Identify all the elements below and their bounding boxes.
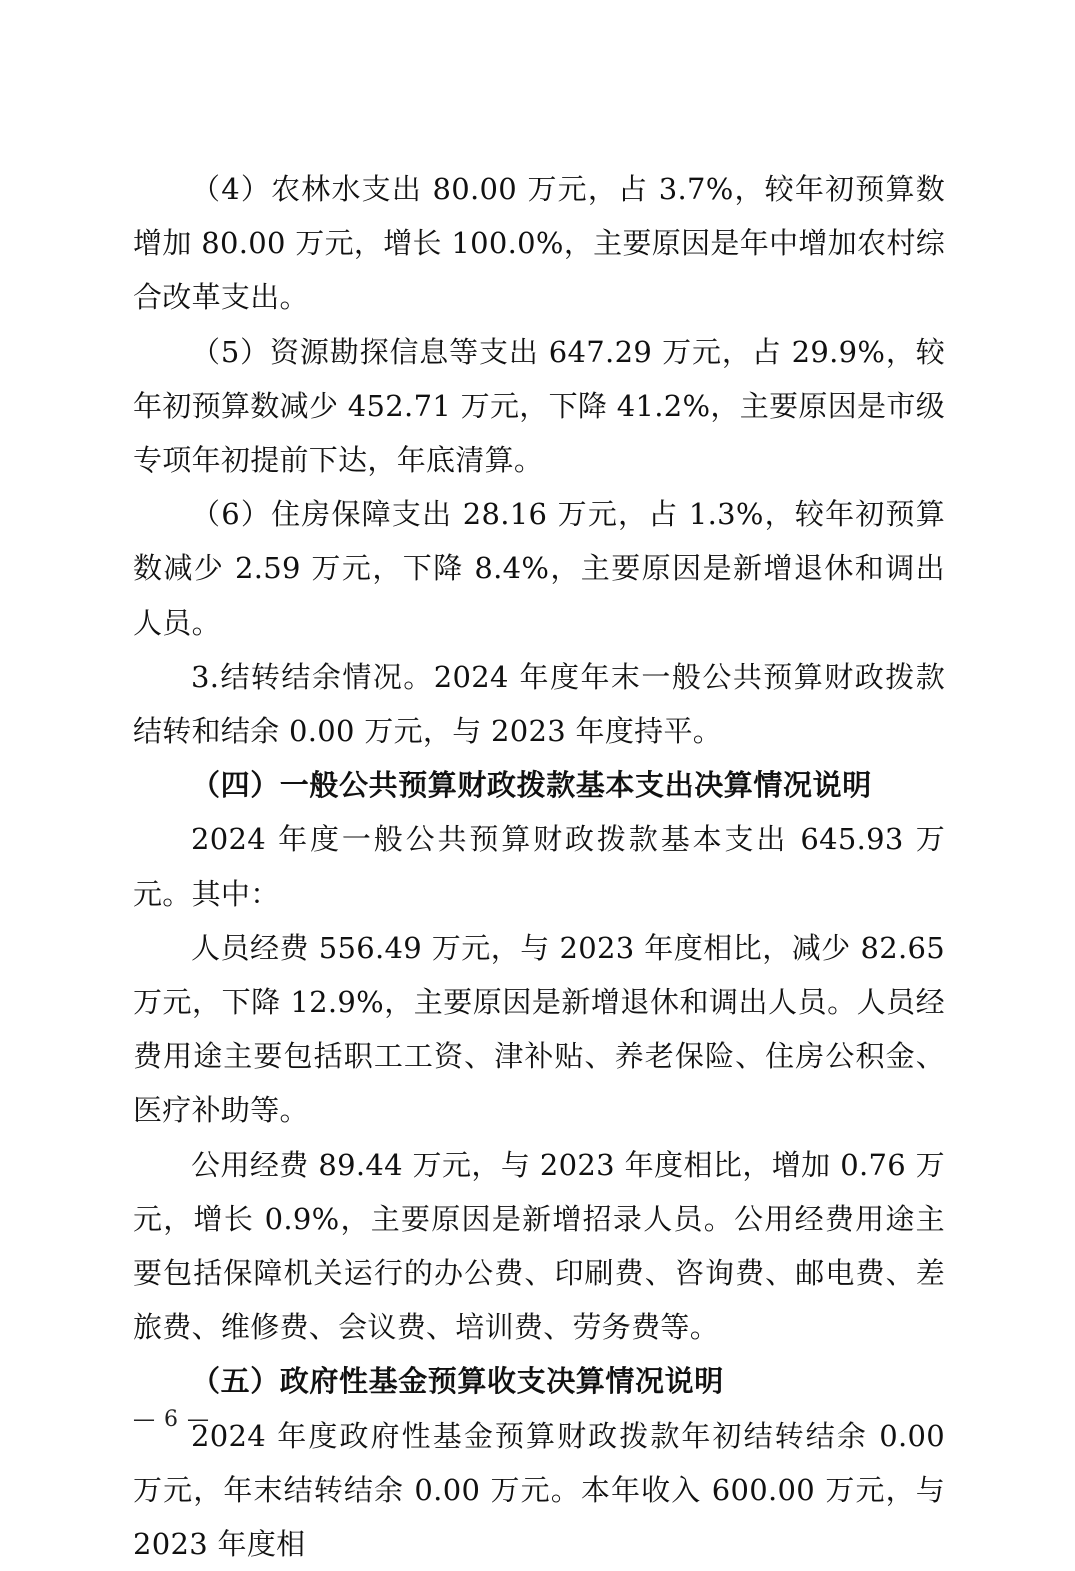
- section-heading-government-fund: （五）政府性基金预算收支决算情况说明: [191, 1364, 724, 1399]
- paragraph-housing-security: （6）住房保障支出 28.16 万元，占 1.3%，较年初预算数减少 2.59 万元，下降 8.4%，主要原因是新增退休和调出人员。: [133, 497, 945, 640]
- paragraph-personnel-expenses: 人员经费 556.49 万元，与 2023 年度相比，减少 82.65 万元，下降 12.9%，主要原因是新增退休和调出人员。人员经费用途主要包括职工工资、津补贴、养老保险、住房公积金、医疗补助等。: [133, 930, 945, 1128]
- document-body: [133, 162, 945, 1571]
- paragraph-basic-expenditure-total: 2024 年度一般公共预算财政拨款基本支出 645.93 万元。其中：: [133, 822, 945, 911]
- paragraph-government-fund-budget: 2024 年度政府性基金预算财政拨款年初结转结余 0.00 万元，年末结转结余 0.00 万元。本年收入 600.00 万元，与 2023 年度相: [133, 1418, 945, 1562]
- section-heading-basic-expenditure: （四）一般公共预算财政拨款基本支出决算情况说明: [191, 768, 872, 803]
- page-number: — 6 —: [133, 1407, 210, 1432]
- paragraph-resource-exploration: （5）资源勘探信息等支出 647.29 万元，占 29.9%，较年初预算数减少 452.71 万元，下降 41.2%，主要原因是市级专项年初提前下达，年底清算。: [133, 334, 945, 478]
- paragraph-agriculture-forestry-water: （4）农林水支出 80.00 万元，占 3.7%，较年初预算数增加 80.00 万元，增长 100.0%，主要原因是年中增加农村综合改革支出。: [133, 172, 945, 315]
- paragraph-carryover-balance: 3.结转结余情况。2024 年度年末一般公共预算财政拨款结转和结余 0.00 万元，与 2023 年度持平。: [133, 659, 945, 749]
- paragraph-public-expenses: 公用经费 89.44 万元，与 2023 年度相比，增加 0.76 万元，增长 0.9%，主要原因是新增招录人员。公用经费用途主要包括保障机关运行的办公费、印刷费、咨询费、邮电费、差旅费、维修费、会议费、培训费、劳务费等。: [133, 1147, 945, 1345]
